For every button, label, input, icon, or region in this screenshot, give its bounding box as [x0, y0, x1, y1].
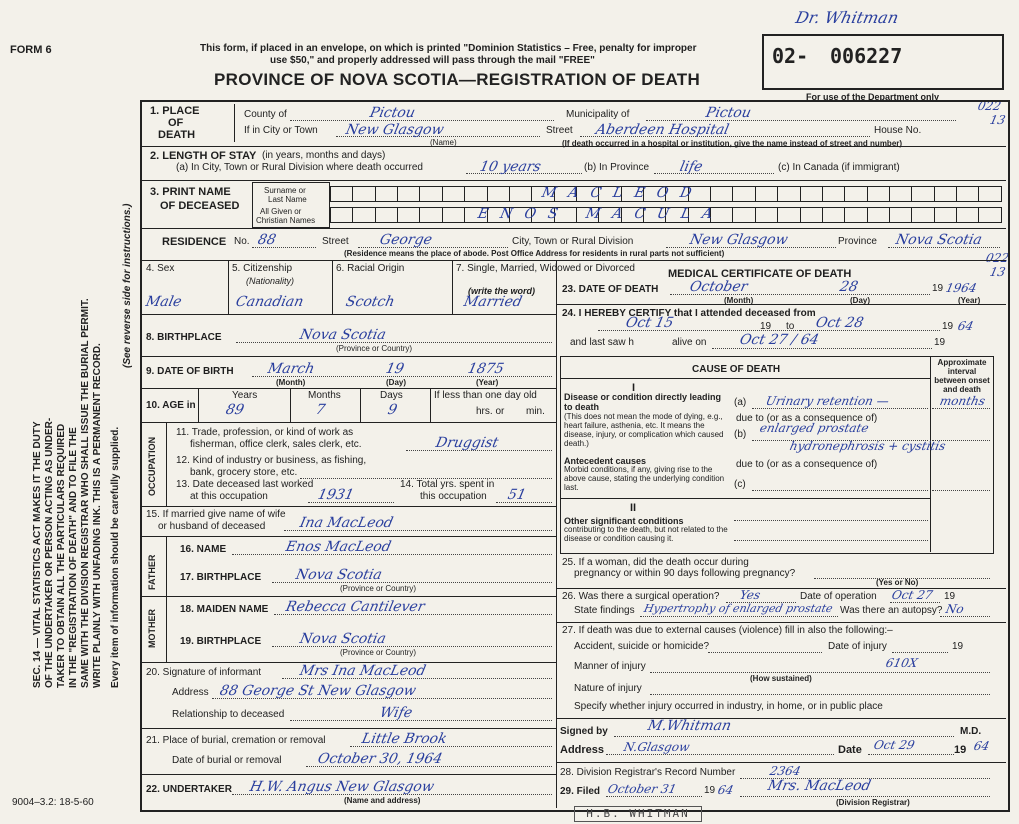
stay-a-value: 10 years [478, 159, 543, 175]
filed-year: 64 [716, 783, 735, 797]
cause-b-label: (b) [734, 429, 747, 440]
undertaker-label: 22. UNDERTAKER [146, 784, 232, 795]
wife-value: Ina MacLeod [298, 515, 395, 531]
record-number-value: 2364 [768, 764, 803, 778]
given-label-1: All Given or [260, 207, 302, 216]
section-1: I [632, 382, 636, 394]
birthplace-sub: (Province or Country) [336, 344, 413, 353]
occ12-label-2: bank, grocery store, etc. [190, 467, 298, 478]
cert-year-prefix: 19 [760, 321, 772, 332]
side-text-8: (See reverse side for instructions.) [122, 203, 133, 368]
dob-month-sub: (Month) [276, 378, 306, 387]
occ12-label-1: 12. Kind of industry or business, as fishing, [176, 455, 367, 466]
autopsy-value: No [944, 602, 966, 616]
dept-code-3: 022 [984, 251, 1011, 265]
injury-date-label: Date of injury [828, 641, 887, 652]
dept-code-4: 13 [988, 265, 1007, 279]
registration-prefix: 02- [772, 44, 809, 68]
due-to-label-1: due to (or as a consequence of) [736, 413, 878, 424]
q25-label-2: pregnancy or within 90 days following pregnancy? [574, 568, 796, 579]
given-label-2: Christian Names [256, 216, 316, 225]
how-sustained-sub: (How sustained) [750, 674, 812, 683]
last-seen-label: and last saw h [570, 337, 634, 348]
date-year: 64 [972, 739, 991, 753]
autopsy-label: Was there an autopsy? [840, 605, 943, 616]
interval-label: Approximate interval between onset and death [934, 358, 990, 394]
surname-value: MACLEOD [540, 185, 706, 201]
informant-address: 88 George St New Glasgow [218, 683, 418, 699]
street-label: Street [546, 125, 573, 136]
stay-c-label: (c) In Canada (if immigrant) [778, 162, 900, 173]
undertaker-sub: (Name and address) [344, 796, 421, 805]
citizenship-sub: (Nationality) [246, 276, 295, 286]
envelope-note-1: This form, if placed in an envelope, on which is printed "Dominion Statistics – Free, penalty for improper [200, 43, 697, 54]
name-label-2: OF DECEASED [160, 200, 240, 212]
dod-label: 23. DATE OF DEATH [562, 284, 659, 295]
nature-label: Nature of injury [574, 683, 642, 694]
city-value: New Glasgow [344, 122, 446, 138]
occ11-label-1: 11. Trade, profession, or kind of work as [176, 427, 354, 438]
informant-signature: Mrs Ina MacLeod [298, 663, 428, 679]
last-seen-value: Oct 27 / 64 [738, 332, 821, 348]
residence-note: (Residence means the place of abode. Post Office Address for residents in rural parts not sufficient) [344, 249, 725, 258]
racial-origin-value: Scotch [344, 294, 397, 310]
manner-note: 610X [884, 656, 919, 670]
dob-day: 19 [384, 361, 406, 377]
father-bp-sub: (Province or Country) [340, 584, 417, 593]
residence-street: George [378, 232, 434, 248]
informant-sig-label: 20. Signature of informant [146, 667, 262, 678]
municipality-value: Pictou [704, 105, 753, 121]
other-conditions-note: contributing to the death, but not related to the disease or condition causing it. [564, 525, 728, 543]
mother-bp-sub: (Province or Country) [340, 648, 417, 657]
stay-label: 2. LENGTH OF STAY [150, 150, 257, 162]
cert-year: 64 [956, 319, 975, 333]
sex-value: Male [144, 294, 184, 310]
accident-label: Accident, suicide or homicide? [574, 641, 710, 652]
residence-no-label: No. [234, 236, 250, 247]
dob-year: 1875 [466, 361, 506, 377]
hospital-note: (If death occurred in a hospital or institution, give the name instead of street and number) [562, 139, 903, 148]
father-birthplace-label: 17. BIRTHPLACE [180, 572, 262, 583]
birthplace-label: 8. BIRTHPLACE [146, 332, 222, 343]
side-text-3: TAKER TO OBTAIN ALL THE PARTICULARS REQUIRED [56, 423, 67, 688]
surname-label-2: Last Name [268, 195, 307, 204]
age-months-label: Months [308, 390, 341, 401]
due-to-label-2: due to (or as a consequence of) [736, 459, 878, 470]
filed-label: 29. Filed [560, 786, 601, 797]
address-label: Address [560, 744, 605, 756]
findings-label: State findings [574, 605, 635, 616]
side-text-1: SEC. 14 — VITAL STATISTICS ACT MAKES IT THE DUTY [32, 421, 43, 688]
mother-vertical: MOTHER [147, 609, 157, 648]
manner-label: Manner of injury [574, 661, 646, 672]
cause-a-label: (a) [734, 397, 747, 408]
dept-code-2: 13 [988, 113, 1007, 127]
cause-a-value: Urinary retention — [764, 394, 891, 408]
occ14-value: 51 [506, 487, 528, 503]
form-number: FORM 6 [10, 44, 52, 56]
section-2: II [630, 502, 637, 514]
residence-city-label: City, Town or Rural Division [512, 236, 634, 247]
residence-prov: Nova Scotia [894, 232, 984, 248]
name-label-1: 3. PRINT NAME [150, 186, 231, 198]
stay-a-label: (a) In City, Town or Rural Division where death occurred [176, 162, 423, 173]
date-value: Oct 29 [872, 738, 916, 752]
municipality-label: Municipality of [566, 109, 630, 120]
medical-title: MEDICAL CERTIFICATE OF DEATH [668, 268, 852, 280]
q25-label: 25. If a woman, did the death occur during [562, 557, 749, 568]
registrar-value: Mrs. MacLeod [766, 778, 873, 794]
side-text-2: OF THE UNDERTAKER OR PERSON ACTING AS UNDER- [44, 417, 55, 688]
top-signature: Dr. Whitman [794, 8, 901, 27]
occ14-label-2: this occupation [420, 491, 487, 502]
signed-value: M.Whitman [646, 718, 733, 734]
age-years-label: Years [232, 390, 258, 401]
registrar-sub: (Division Registrar) [836, 798, 910, 807]
marital-value: Married [462, 294, 524, 310]
mother-birthplace-label: 19. BIRTHPLACE [180, 636, 262, 647]
dob-year-sub: (Year) [476, 378, 499, 387]
dod-day: 28 [838, 279, 860, 295]
dept-use-note: For use of the Department only [806, 92, 940, 102]
occ11-value: Druggist [434, 435, 500, 451]
marital-label: 7. Single, Married, Widowed or Divorced [456, 263, 635, 274]
disease-note: (This does not mean the mode of dying, e.g., heart failure, asthenia, etc. It means the disease, injury, or complication which caused death.) [564, 412, 724, 448]
age-months: 7 [314, 402, 327, 418]
occ13-label-1: 13. Date deceased last worked [176, 479, 314, 490]
q26-label: 26. Was there a surgical operation? [562, 591, 720, 602]
other-conditions-label: Other significant conditions [564, 516, 684, 526]
cert-to-label: to [786, 321, 795, 332]
industry-label: Specify whether injury occurred in industry, in home, or in public place [574, 701, 883, 712]
county-label: County of [244, 109, 287, 120]
op-date: Oct 27 [890, 588, 934, 602]
antecedent-note: Morbid conditions, if any, giving rise to the above cause, stating the underlying condition last. [564, 465, 725, 492]
cert-year-prefix-2: 19 [942, 321, 954, 332]
place-label-of: OF [168, 117, 184, 129]
residence-no: 88 [256, 232, 278, 248]
dod-month: October [688, 279, 750, 295]
min-label: min. [526, 406, 545, 417]
age-days-label: Days [380, 390, 403, 401]
signed-label: Signed by [560, 726, 608, 737]
envelope-note-2: use $50," and properly addressed will pass through the mail "FREE" [270, 55, 595, 66]
burial-label: 21. Place of burial, cremation or removal [146, 735, 326, 746]
date-year-prefix: 19 [954, 744, 967, 756]
cert-label: 24. I HEREBY CERTIFY that I attended deceased from [562, 308, 816, 319]
registration-number: 006227 [830, 44, 903, 68]
dod-day-sub: (Day) [850, 296, 871, 305]
sex-label: 4. Sex [146, 263, 175, 274]
alive-on-label: alive on [672, 337, 707, 348]
wife-label-1: 15. If married give name of wife [146, 509, 286, 520]
city-label: If in City or Town [244, 125, 318, 136]
occupation-vertical: OCCUPATION [147, 436, 157, 496]
dept-code-1: 022 [976, 99, 1003, 113]
cause-title: CAUSE OF DEATH [692, 364, 781, 375]
cause-c-label: (c) [734, 479, 746, 490]
dob-day-sub: (Day) [386, 378, 407, 387]
dob-month: March [266, 361, 316, 377]
antecedent-label: Antecedent causes [564, 456, 647, 466]
cert-from: Oct 15 [624, 315, 675, 331]
stay-b-value: life [678, 159, 705, 175]
age-years: 89 [224, 402, 246, 418]
street-value: Aberdeen Hospital [594, 122, 731, 138]
filed-year-prefix: 19 [704, 785, 716, 796]
dod-year-prefix: 19 [932, 283, 944, 294]
dod-year: 1964 [944, 281, 979, 295]
record-number-label: 28. Division Registrar's Record Number [560, 767, 736, 778]
racial-origin-label: 6. Racial Origin [336, 263, 405, 274]
dod-month-sub: (Month) [724, 296, 754, 305]
city-name-sub: (Name) [430, 138, 457, 147]
occ11-label-2: fisherman, office clerk, sales clerk, etc. [190, 439, 362, 450]
residence-label: RESIDENCE [162, 236, 227, 248]
occ13-value: 1931 [316, 487, 356, 503]
undertaker-value: H.W. Angus New Glasgow [248, 779, 436, 795]
findings-value: Hypertrophy of enlarged prostate [642, 602, 834, 615]
form-title: PROVINCE OF NOVA SCOTIA—REGISTRATION OF DEATH [214, 70, 701, 89]
place-label: 1. PLACE [150, 105, 200, 117]
q26-value: Yes [738, 588, 762, 602]
hrs-label: hrs. or [476, 406, 505, 417]
county-value: Pictou [368, 105, 417, 121]
mother-name-label: 18. MAIDEN NAME [180, 604, 269, 615]
father-birthplace: Nova Scotia [294, 567, 384, 583]
filed-value: October 31 [606, 782, 678, 796]
cause-b-value: enlarged prostate [758, 421, 871, 435]
citizenship-label: 5. Citizenship [232, 263, 293, 274]
date-label: Date [838, 744, 862, 756]
age-label: 10. AGE in [146, 400, 196, 411]
burial-date-label: Date of burial or removal [172, 755, 282, 766]
cause-c-value: hydronephrosis + cystitis [788, 439, 947, 453]
wife-label-2: or husband of deceased [158, 521, 266, 532]
relationship-label: Relationship to deceased [172, 709, 285, 720]
marital-sub: (write the word) [468, 286, 535, 296]
md-label: M.D. [960, 726, 982, 737]
residence-street-label: Street [322, 236, 349, 247]
surname-label-1: Surname or [264, 186, 306, 195]
father-name-label: 16. NAME [180, 544, 227, 555]
yes-no-sub: (Yes or No) [876, 578, 919, 587]
place-label-death: DEATH [158, 129, 196, 141]
occ13-label-2: at this occupation [190, 491, 268, 502]
whitman-stamp: H.B. WHITMAN [574, 806, 702, 822]
form-footer-code: 9004–3.2: 18-5-60 [12, 797, 94, 808]
dod-year-sub: (Year) [958, 296, 981, 305]
age-days: 9 [386, 402, 399, 418]
side-text-7: Every item of information should be carefully supplied. [110, 426, 121, 688]
dob-label: 9. DATE OF BIRTH [146, 366, 234, 377]
birthplace-value: Nova Scotia [298, 327, 388, 343]
address-value: N.Glasgow [622, 740, 691, 754]
informant-address-label: Address [172, 687, 209, 698]
house-label: House No. [874, 125, 922, 136]
less-than-day-label: If less than one day old [434, 390, 537, 401]
side-text-4: IN THE "REGISTRATION OF DEATH" AND TO FILE THE [68, 427, 79, 688]
injury-year-prefix: 19 [952, 641, 964, 652]
residence-city: New Glasgow [688, 232, 790, 248]
burial-value: Little Brook [360, 731, 449, 747]
stay-sub: (in years, months and days) [262, 150, 386, 161]
father-vertical: FATHER [147, 554, 157, 590]
disease-label: Disease or condition directly leading to death [564, 392, 722, 412]
side-text-6: WRITE PLAINLY WITH UNFADING INK. THIS IS A PERMANENT RECORD. [92, 343, 103, 688]
given-value: ENOS MACULA [476, 206, 727, 222]
stay-b-label: (b) In Province [584, 162, 650, 173]
interval-value: months [938, 394, 987, 408]
q27-label: 27. If death was due to external causes (violence) fill in also the following:– [562, 625, 893, 636]
father-name: Enos MacLeod [284, 539, 393, 555]
burial-date: October 30, 1964 [316, 751, 444, 767]
mother-name: Rebecca Cantilever [284, 599, 427, 615]
citizenship-value: Canadian [234, 294, 305, 310]
relationship-value: Wife [378, 705, 414, 721]
last-seen-year-prefix: 19 [934, 337, 946, 348]
cert-to: Oct 28 [814, 315, 865, 331]
op-year-prefix: 19 [944, 591, 956, 602]
mother-birthplace: Nova Scotia [298, 631, 388, 647]
residence-prov-label: Province [838, 236, 877, 247]
side-text-5: SAME WITH THE DIVISION REGISTRAR WHO SHALL ISSUE THE BURIAL PERMIT. [80, 298, 91, 688]
occ14-label-1: 14. Total yrs. spent in [400, 479, 495, 490]
op-date-label: Date of operation [800, 591, 877, 602]
